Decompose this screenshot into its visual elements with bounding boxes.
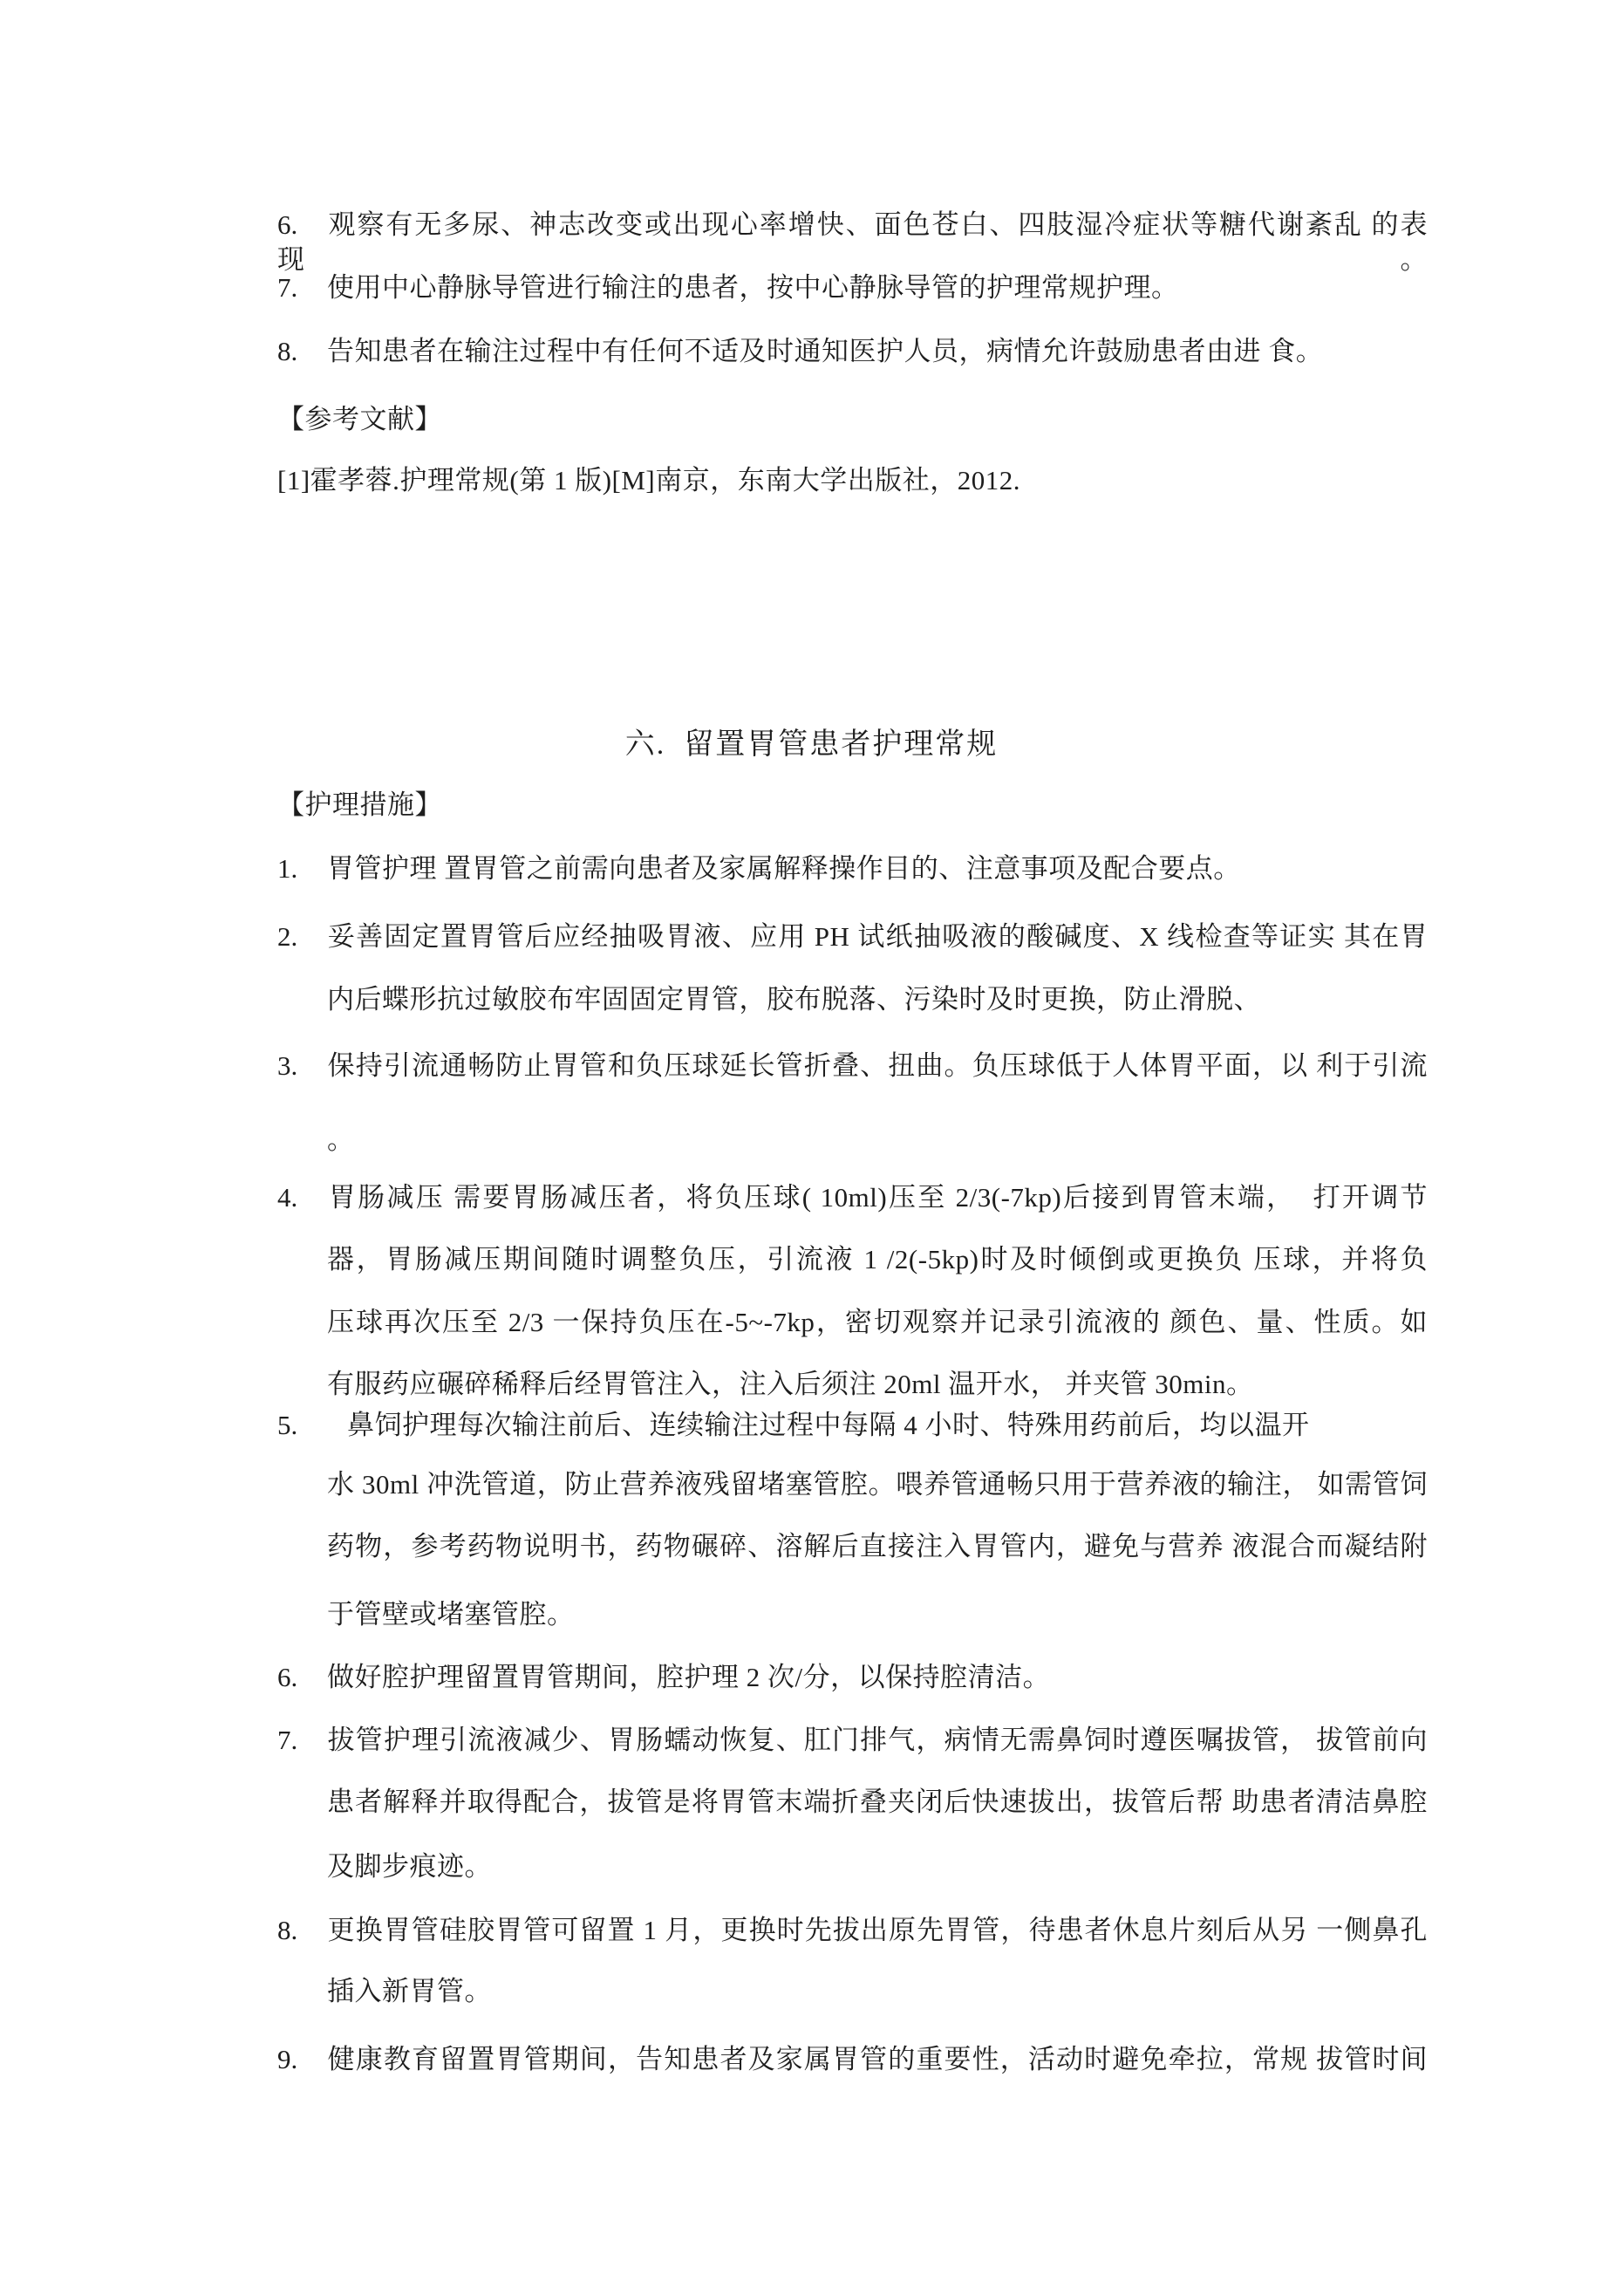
list-text: 观察有无多尿、神志改变或出现心率增快、面色苍白、四肢湿冷症状等糖代谢紊乱 的表现。: [277, 209, 1428, 275]
list-item-line: 插入新胃管。: [327, 1976, 492, 2006]
list-number: 8.: [277, 336, 298, 366]
list-number: 6.: [277, 209, 298, 240]
list-item-line: 器，胃肠减压期间随时调整负压，引流液 1 /2(-5kp)时及时倾倒或更换负 压球，并将负: [327, 1244, 1428, 1274]
list-text: 告知患者在输注过程中有任何不适及时通知医护人员，病情允许鼓励患者由进 食。: [327, 336, 1324, 366]
list-number: 5.: [277, 1410, 298, 1440]
list-item-line: [277, 334, 1428, 369]
list-item-line: 于管壁或堵塞管腔。: [327, 1599, 575, 1630]
list-number: 4.: [277, 1182, 298, 1213]
list-item-line: 内后蝶形抗过敏胶布牢固固定胃管，胶布脱落、污染时及时更换，防止滑脱、: [327, 984, 1261, 1015]
measures-heading: 【护理措施】: [277, 789, 442, 820]
list-item-line: 有服药应碾碎稀释后经胃管注入，注入后须注 20ml 温开水， 并夹管 30min。: [327, 1369, 1254, 1399]
list-item-line: 药物，参考药物说明书，药物碾碎、溶解后直接注入胃管内，避免与营养 液混合而凝结附: [327, 1531, 1428, 1561]
list-text: 妥善固定置胃管后应经抽吸胃液、应用 PH 试纸抽吸液的酸碱度、X 线检查等证实 其在胃: [327, 921, 1428, 952]
list-item-line: [277, 208, 1428, 277]
list-text: 更换胃管硅胶胃管可留置 1 月，更换时先拔出原先胃管，待患者休息片刻后从另 一侧鼻孔: [327, 1915, 1428, 1945]
list-text: 健康教育留置胃管期间，告知患者及家属胃管的重要性，活动时避免牵拉，常规 拔管时间: [327, 2044, 1428, 2074]
list-item-line: [277, 1723, 1428, 1758]
list-item-line: 。: [327, 1124, 355, 1155]
list-item-line: [277, 1049, 1428, 1083]
list-item-line: 患者解释并取得配合，拔管是将胃管末端折叠夹闭后快速拔出，拔管后帮 助患者清洁鼻腔: [327, 1787, 1428, 1817]
list-text: 做好腔护理留置胃管期间，腔护理 2 次/分，以保持腔清洁。: [327, 1662, 1051, 1692]
list-item-line: [277, 1408, 1428, 1443]
list-text: 胃管护理 置胃管之前需向患者及家属解释操作目的、注意事项及配合要点。: [327, 853, 1241, 884]
references-heading: 【参考文献】: [277, 404, 442, 434]
list-item-line: [277, 919, 1428, 954]
list-item-line: 及脚步痕迹。: [327, 1851, 492, 1882]
list-number: 7.: [277, 272, 298, 303]
list-number: 2.: [277, 921, 298, 952]
reference-entry: [1]霍孝蓉.护理常规(第 1 版)[M]南京，东南大学出版社，2012.: [277, 465, 1021, 495]
section-title: 六. 留置胃管患者护理常规: [624, 728, 999, 761]
list-text: 拔管护理引流液减少、胃肠蠕动恢复、肛门排气，病情无需鼻饲时遵医嘱拔管， 拔管前向: [327, 1725, 1428, 1755]
list-item-line: [277, 1913, 1428, 1948]
list-text: 鼻饲护理每次输注前后、连续输注过程中每隔 4 小时、特殊用药前后，均以温开: [347, 1410, 1310, 1440]
list-number: 7.: [277, 1725, 298, 1755]
list-item-line: [277, 1660, 1428, 1695]
list-item-line: [277, 2042, 1428, 2077]
list-number: 9.: [277, 2044, 298, 2074]
list-number: 8.: [277, 1915, 298, 1945]
list-item-line: 水 30ml 冲洗管道，防止营养液残留堵塞管腔。喂养管通畅只用于营养液的输注， 如需管饲: [327, 1469, 1428, 1500]
list-item-line: [277, 851, 1428, 886]
list-item-line: [277, 1180, 1428, 1215]
list-number: 3.: [277, 1050, 298, 1081]
list-item-line: [277, 270, 1428, 305]
list-item-line: 压球再次压至 2/3 一保持负压在-5~-7kp，密切观察并记录引流液的 颜色、量、性质。如: [327, 1307, 1428, 1337]
list-number: 1.: [277, 853, 298, 884]
list-text: 使用中心静脉导管进行输注的患者，按中心静脉导管的护理常规护理。: [327, 272, 1179, 303]
list-number: 6.: [277, 1662, 298, 1692]
list-text: 胃肠减压 需要胃肠减压者，将负压球( 10ml)压至 2/3(-7kp)后接到胃管末端， 打开调节: [327, 1182, 1428, 1213]
list-text: 保持引流通畅防止胃管和负压球延长管折叠、扭曲。负压球低于人体胃平面，以 利于引流: [327, 1050, 1428, 1081]
